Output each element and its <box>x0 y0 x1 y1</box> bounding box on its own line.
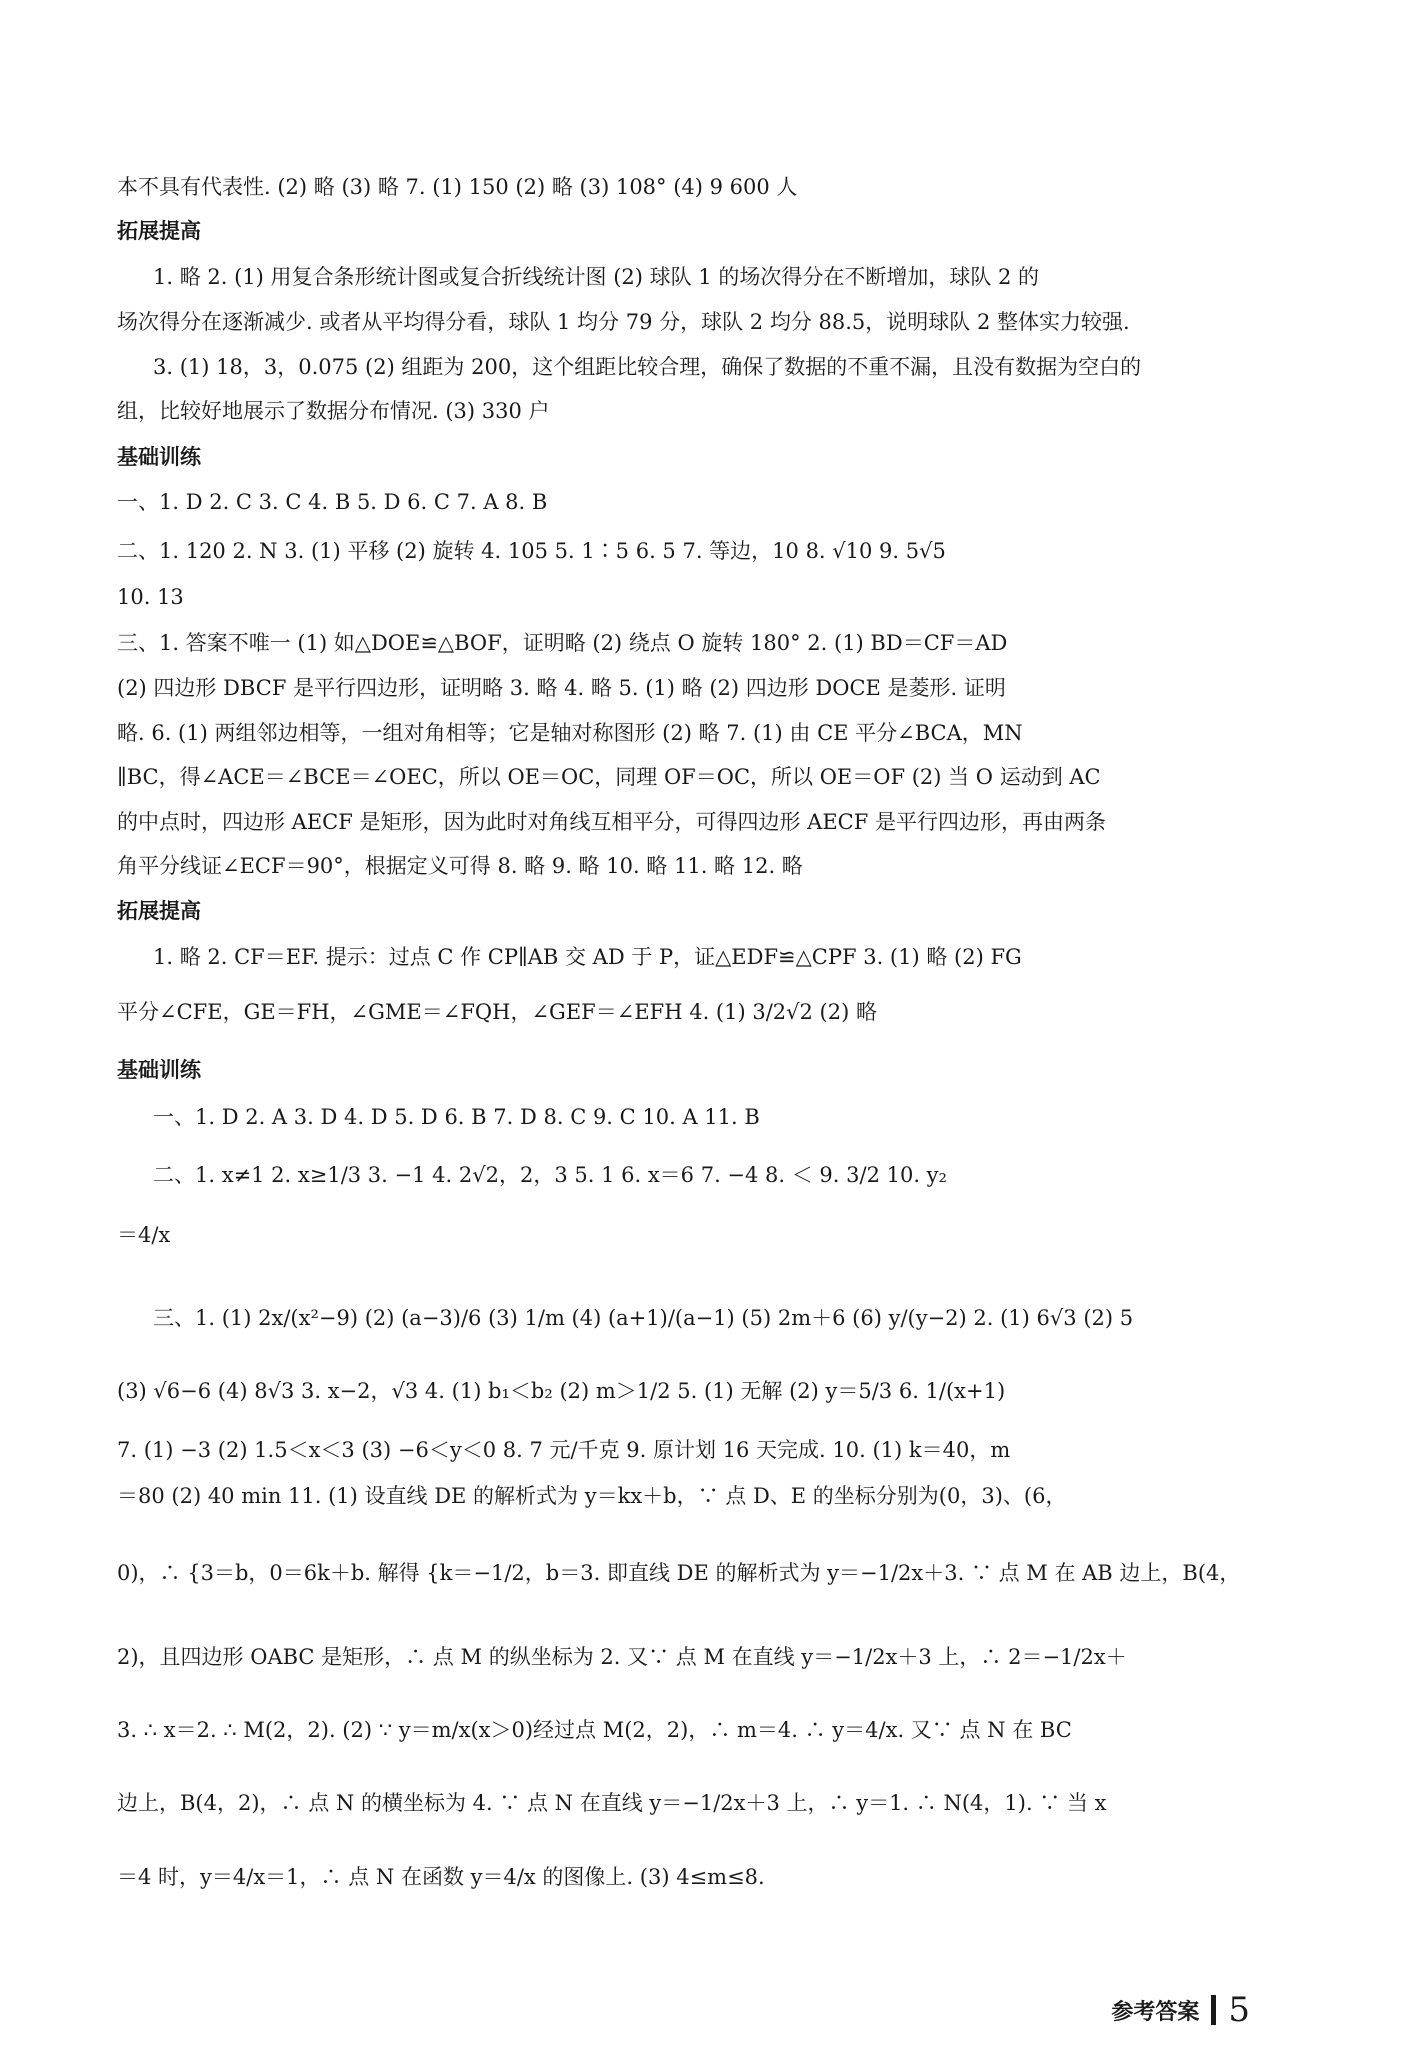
section-heading: 基础训练 <box>117 445 201 469</box>
answer-line: 的中点时，四边形 AECF 是矩形，因为此时对角线互相平分，可得四边形 AECF 是平行四边形，再由两条 <box>117 810 1106 834</box>
section-heading: 拓展提高 <box>117 899 201 923</box>
answer-line: 边上，B(4，2)，∴ 点 N 的横坐标为 4. ∵ 点 N 在直线 y＝−1/2x＋3 上，∴ y＝1. ∴ N(4，1). ∵ 当 x <box>117 1791 1107 1815</box>
answer-line: ＝80 (2) 40 min 11. (1) 设直线 DE 的解析式为 y＝kx＋b，∵ 点 D、E 的坐标分别为(0，3)、(6， <box>117 1484 1067 1508</box>
answer-line: 略. 6. (1) 两组邻边相等，一组对角相等；它是轴对称图形 (2) 略 7. (1) 由 CE 平分∠BCA，MN <box>117 721 1023 745</box>
answer-line: 场次得分在逐渐减少. 或者从平均得分看，球队 1 均分 79 分，球队 2 均分 88.5，说明球队 2 整体实力较强. <box>117 310 1130 334</box>
answer-line: ＝4/x <box>117 1223 171 1247</box>
footer-divider <box>1211 1995 1216 2025</box>
answer-line: 二、1. 120 2. N 3. (1) 平移 (2) 旋转 4. 105 5. 1∶5 6. 5 7. 等边，10 8. √10 9. 5√5 <box>117 539 946 563</box>
answer-line: 角平分线证∠ECF＝90°，根据定义可得 8. 略 9. 略 10. 略 11. 略 12. 略 <box>117 854 803 878</box>
answer-line: 3. (1) 18，3，0.075 (2) 组距为 200，这个组距比较合理，确保了数据的不重不漏，且没有数据为空白的 <box>153 355 1142 379</box>
section-heading: 拓展提高 <box>117 219 201 243</box>
answer-line: 2)，且四边形 OABC 是矩形，∴ 点 M 的纵坐标为 2. 又∵ 点 M 在直线 y＝−1/2x＋3 上，∴ 2＝−1/2x＋ <box>117 1645 1127 1669</box>
page-number: 5 <box>1228 1990 1250 2030</box>
answer-line: 本不具有代表性. (2) 略 (3) 略 7. (1) 150 (2) 略 (3) 108° (4) 9 600 人 <box>117 175 798 199</box>
answer-line: (2) 四边形 DBCF 是平行四边形，证明略 3. 略 4. 略 5. (1) 略 (2) 四边形 DOCE 是菱形. 证明 <box>117 676 1006 700</box>
answer-line: 三、1. 答案不唯一 (1) 如△DOE≌△BOF，证明略 (2) 绕点 O 旋转 180° 2. (1) BD＝CF＝AD <box>117 631 1008 655</box>
footer-label: 参考答案 <box>1111 1999 1200 2025</box>
answer-line: 二、1. x≠1 2. x≥1/3 3. −1 4. 2√2，2，3 5. 1 6. x＝6 7. −4 8. ＜ 9. 3/2 10. y₂ <box>153 1163 947 1187</box>
answer-line: 0)，∴ {3＝b，0＝6k＋b. 解得 {k＝−1/2，b＝3. 即直线 DE 的解析式为 y＝−1/2x＋3. ∵ 点 M 在 AB 边上，B(4， <box>117 1561 1241 1585</box>
answer-line: ∥BC，得∠ACE＝∠BCE＝∠OEC，所以 OE＝OC，同理 OF＝OC，所以 OE＝OF (2) 当 O 运动到 AC <box>117 765 1101 789</box>
answer-line: 三、1. (1) 2x/(x²−9) (2) (a−3)/6 (3) 1/m (4) (a+1)/(a−1) (5) 2m＋6 (6) y/(y−2) 2. (1) 6√3 (2) 5 <box>153 1306 1134 1330</box>
answer-line: 一、1. D 2. A 3. D 4. D 5. D 6. B 7. D 8. C 9. C 10. A 11. B <box>153 1105 760 1129</box>
answer-line: 10. 13 <box>117 585 184 609</box>
answer-line: 1. 略 2. (1) 用复合条形统计图或复合折线统计图 (2) 球队 1 的场次得分在不断增加，球队 2 的 <box>153 265 1040 289</box>
page-footer <box>1111 1990 1250 2030</box>
section-heading: 基础训练 <box>117 1058 201 1082</box>
answer-line: (3) √6−6 (4) 8√3 3. x−2，√3 4. (1) b₁＜b₂ (2) m＞1/2 5. (1) 无解 (2) y＝5/3 6. 1/(x+1) <box>117 1379 1006 1403</box>
answer-line: 7. (1) −3 (2) 1.5＜x＜3 (3) −6＜y＜0 8. 7 元/千克 9. 原计划 16 天完成. 10. (1) k＝40，m <box>117 1438 1011 1462</box>
answer-line: 一、1. D 2. C 3. C 4. B 5. D 6. C 7. A 8. B <box>117 490 548 514</box>
answer-line: 平分∠CFE，GE＝FH，∠GME＝∠FQH，∠GEF＝∠EFH 4. (1) 3/2√2 (2) 略 <box>117 1000 877 1024</box>
answer-line: 3. ∴ x＝2. ∴ M(2，2). (2) ∵ y＝m/x(x＞0)经过点 M(2，2)，∴ m＝4. ∴ y＝4/x. 又∵ 点 N 在 BC <box>117 1718 1072 1742</box>
answer-line: ＝4 时，y＝4/x＝1，∴ 点 N 在函数 y＝4/x 的图像上. (3) 4≤m≤8. <box>117 1865 765 1889</box>
answer-line: 组，比较好地展示了数据分布情况. (3) 330 户 <box>117 399 550 423</box>
answer-line: 1. 略 2. CF＝EF. 提示：过点 C 作 CP∥AB 交 AD 于 P，证△EDF≌△CPF 3. (1) 略 (2) FG <box>153 945 1022 969</box>
